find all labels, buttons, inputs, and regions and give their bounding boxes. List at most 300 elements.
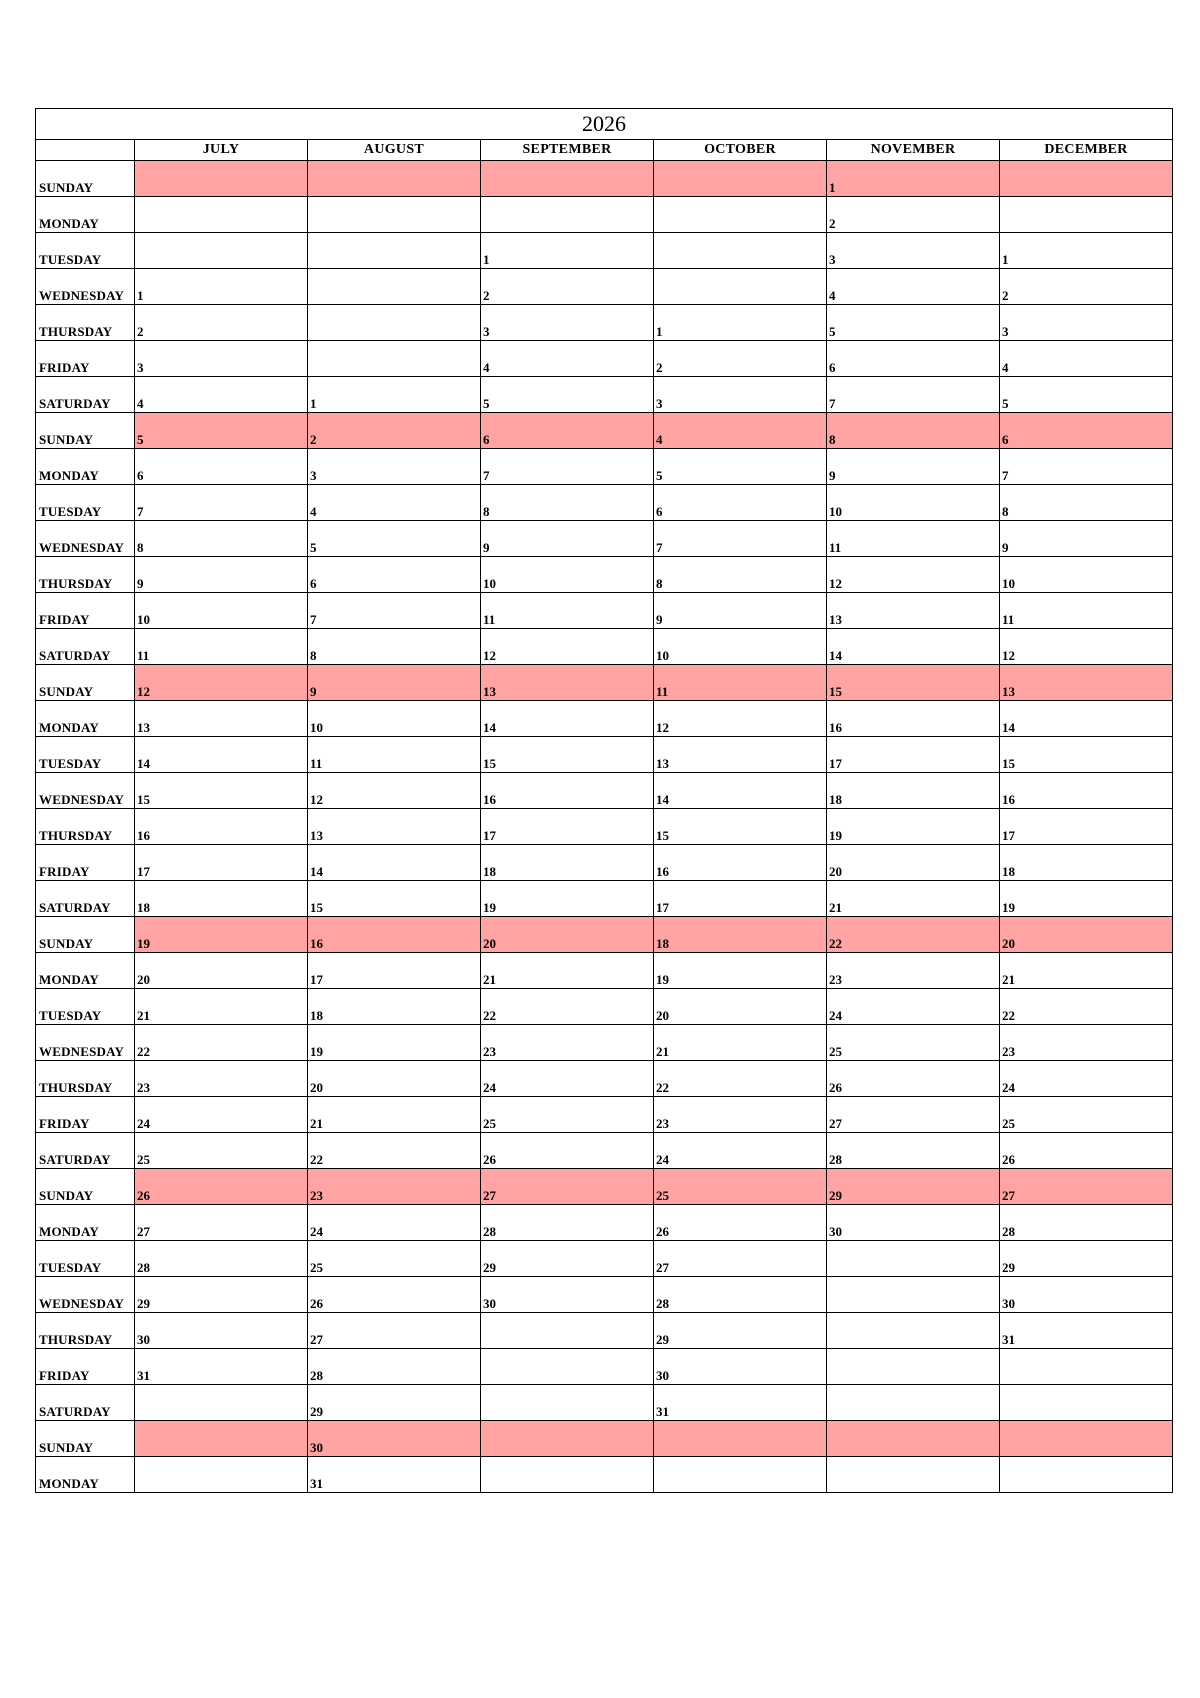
date-cell: 8	[827, 413, 1000, 449]
date-cell: 1	[1000, 233, 1173, 269]
date-cell: 10	[654, 629, 827, 665]
date-cell: 2	[308, 413, 481, 449]
date-cell: 17	[827, 737, 1000, 773]
weekday-label: WEDNESDAY	[36, 773, 135, 809]
date-cell	[308, 233, 481, 269]
date-cell: 6	[654, 485, 827, 521]
date-cell: 12	[827, 557, 1000, 593]
date-cell: 15	[1000, 737, 1173, 773]
date-cell: 15	[135, 773, 308, 809]
date-cell: 7	[827, 377, 1000, 413]
date-cell: 15	[827, 665, 1000, 701]
date-cell: 3	[1000, 305, 1173, 341]
date-cell: 28	[827, 1133, 1000, 1169]
date-cell	[481, 1385, 654, 1421]
date-cell	[308, 341, 481, 377]
weekday-label: SUNDAY	[36, 1169, 135, 1205]
date-cell: 16	[1000, 773, 1173, 809]
date-cell: 14	[1000, 701, 1173, 737]
date-cell: 23	[135, 1061, 308, 1097]
date-cell: 21	[308, 1097, 481, 1133]
date-cell: 11	[481, 593, 654, 629]
weekday-label: SUNDAY	[36, 413, 135, 449]
calendar-row	[36, 701, 1173, 737]
date-cell: 26	[135, 1169, 308, 1205]
date-cell: 13	[654, 737, 827, 773]
date-cell: 17	[481, 809, 654, 845]
date-cell: 8	[1000, 485, 1173, 521]
date-cell: 28	[308, 1349, 481, 1385]
date-cell: 9	[827, 449, 1000, 485]
date-cell: 8	[135, 521, 308, 557]
date-cell: 14	[654, 773, 827, 809]
calendar-row	[36, 1241, 1173, 1277]
month-header-july: JULY	[135, 140, 308, 161]
date-cell: 18	[135, 881, 308, 917]
calendar-row	[36, 845, 1173, 881]
calendar-row	[36, 1457, 1173, 1493]
date-cell: 14	[827, 629, 1000, 665]
date-cell	[1000, 1349, 1173, 1385]
date-cell	[827, 1457, 1000, 1493]
weekday-label: SUNDAY	[36, 917, 135, 953]
date-cell: 20	[135, 953, 308, 989]
date-cell: 9	[654, 593, 827, 629]
calendar-row	[36, 1061, 1173, 1097]
date-cell: 14	[308, 845, 481, 881]
date-cell: 4	[1000, 341, 1173, 377]
date-cell: 17	[654, 881, 827, 917]
calendar-row	[36, 197, 1173, 233]
month-header-december: DECEMBER	[1000, 140, 1173, 161]
weekday-label: MONDAY	[36, 953, 135, 989]
month-header-september: SEPTEMBER	[481, 140, 654, 161]
date-cell: 13	[481, 665, 654, 701]
weekday-label: SATURDAY	[36, 1385, 135, 1421]
date-cell: 10	[481, 557, 654, 593]
calendar-year-title: 2026	[36, 109, 1173, 140]
calendar-row	[36, 593, 1173, 629]
date-cell: 3	[654, 377, 827, 413]
calendar-row	[36, 1097, 1173, 1133]
date-cell: 26	[1000, 1133, 1173, 1169]
date-cell	[1000, 1421, 1173, 1457]
date-cell: 30	[481, 1277, 654, 1313]
calendar-table	[35, 108, 1173, 1493]
weekday-label: SUNDAY	[36, 1421, 135, 1457]
date-cell	[135, 233, 308, 269]
date-cell: 14	[135, 737, 308, 773]
date-cell: 2	[654, 341, 827, 377]
date-cell: 11	[1000, 593, 1173, 629]
date-cell: 25	[827, 1025, 1000, 1061]
date-cell	[481, 1349, 654, 1385]
date-cell	[1000, 1385, 1173, 1421]
date-cell: 20	[654, 989, 827, 1025]
date-cell: 11	[654, 665, 827, 701]
date-cell	[308, 305, 481, 341]
date-cell: 19	[654, 953, 827, 989]
date-cell: 24	[481, 1061, 654, 1097]
date-cell: 19	[308, 1025, 481, 1061]
weekday-label: TUESDAY	[36, 737, 135, 773]
date-cell: 12	[654, 701, 827, 737]
weekday-label: FRIDAY	[36, 341, 135, 377]
date-cell: 21	[481, 953, 654, 989]
calendar-row	[36, 917, 1173, 953]
date-cell: 9	[135, 557, 308, 593]
date-cell: 28	[135, 1241, 308, 1277]
date-cell	[308, 269, 481, 305]
date-cell: 5	[1000, 377, 1173, 413]
date-cell: 17	[135, 845, 308, 881]
date-cell: 19	[1000, 881, 1173, 917]
date-cell: 21	[654, 1025, 827, 1061]
weekday-label: FRIDAY	[36, 1097, 135, 1133]
weekday-label: SATURDAY	[36, 629, 135, 665]
date-cell	[654, 269, 827, 305]
date-cell: 6	[827, 341, 1000, 377]
date-cell: 10	[308, 701, 481, 737]
date-cell: 17	[308, 953, 481, 989]
calendar-row	[36, 557, 1173, 593]
calendar-row	[36, 1025, 1173, 1061]
date-cell: 20	[1000, 917, 1173, 953]
date-cell: 22	[308, 1133, 481, 1169]
weekday-label: WEDNESDAY	[36, 1025, 135, 1061]
weekday-label: THURSDAY	[36, 305, 135, 341]
date-cell: 6	[481, 413, 654, 449]
calendar-row	[36, 953, 1173, 989]
date-cell: 26	[827, 1061, 1000, 1097]
date-cell: 20	[827, 845, 1000, 881]
calendar-row	[36, 377, 1173, 413]
date-cell: 8	[308, 629, 481, 665]
date-cell: 2	[1000, 269, 1173, 305]
calendar-row	[36, 737, 1173, 773]
date-cell: 15	[654, 809, 827, 845]
date-cell: 20	[308, 1061, 481, 1097]
date-cell: 24	[827, 989, 1000, 1025]
date-cell: 27	[654, 1241, 827, 1277]
calendar-row	[36, 1385, 1173, 1421]
date-cell: 16	[654, 845, 827, 881]
date-cell: 13	[1000, 665, 1173, 701]
weekday-label: TUESDAY	[36, 1241, 135, 1277]
calendar-row	[36, 341, 1173, 377]
date-cell: 11	[827, 521, 1000, 557]
calendar-row	[36, 305, 1173, 341]
date-cell: 26	[308, 1277, 481, 1313]
calendar-row	[36, 161, 1173, 197]
date-cell: 3	[481, 305, 654, 341]
date-cell	[308, 197, 481, 233]
date-cell: 12	[1000, 629, 1173, 665]
date-cell: 16	[135, 809, 308, 845]
weekday-label: TUESDAY	[36, 989, 135, 1025]
date-cell: 14	[481, 701, 654, 737]
month-header-row	[36, 140, 1173, 161]
date-cell: 7	[481, 449, 654, 485]
month-header-october: OCTOBER	[654, 140, 827, 161]
date-cell: 27	[308, 1313, 481, 1349]
month-header-november: NOVEMBER	[827, 140, 1000, 161]
date-cell: 2	[481, 269, 654, 305]
weekday-label: MONDAY	[36, 1205, 135, 1241]
date-cell: 22	[481, 989, 654, 1025]
date-cell: 15	[308, 881, 481, 917]
date-cell: 23	[308, 1169, 481, 1205]
date-cell	[654, 161, 827, 197]
date-cell: 2	[135, 305, 308, 341]
date-cell: 18	[827, 773, 1000, 809]
date-cell: 12	[481, 629, 654, 665]
date-cell	[827, 1277, 1000, 1313]
weekday-label: MONDAY	[36, 1457, 135, 1493]
date-cell: 18	[481, 845, 654, 881]
date-cell: 2	[827, 197, 1000, 233]
calendar-row	[36, 1277, 1173, 1313]
date-cell	[1000, 197, 1173, 233]
date-cell: 30	[1000, 1277, 1173, 1313]
date-cell	[827, 1241, 1000, 1277]
date-cell: 18	[1000, 845, 1173, 881]
date-cell: 3	[827, 233, 1000, 269]
date-cell: 23	[654, 1097, 827, 1133]
date-cell: 6	[1000, 413, 1173, 449]
date-cell: 10	[827, 485, 1000, 521]
month-header-august: AUGUST	[308, 140, 481, 161]
date-cell: 28	[654, 1277, 827, 1313]
weekday-label: WEDNESDAY	[36, 1277, 135, 1313]
date-cell: 16	[308, 917, 481, 953]
date-cell: 4	[135, 377, 308, 413]
date-cell: 17	[1000, 809, 1173, 845]
date-cell: 18	[654, 917, 827, 953]
date-cell	[135, 1457, 308, 1493]
date-cell: 3	[135, 341, 308, 377]
date-cell: 21	[135, 989, 308, 1025]
weekday-label: TUESDAY	[36, 485, 135, 521]
weekday-label: SATURDAY	[36, 881, 135, 917]
date-cell: 27	[1000, 1169, 1173, 1205]
weekday-label: TUESDAY	[36, 233, 135, 269]
date-cell: 8	[654, 557, 827, 593]
weekday-label: THURSDAY	[36, 809, 135, 845]
calendar-row	[36, 989, 1173, 1025]
weekday-label: FRIDAY	[36, 845, 135, 881]
date-cell: 12	[135, 665, 308, 701]
date-cell: 13	[827, 593, 1000, 629]
date-cell: 23	[827, 953, 1000, 989]
date-cell: 1	[481, 233, 654, 269]
date-cell	[654, 197, 827, 233]
date-cell: 13	[135, 701, 308, 737]
date-cell: 28	[1000, 1205, 1173, 1241]
date-cell: 21	[1000, 953, 1173, 989]
date-cell: 25	[1000, 1097, 1173, 1133]
date-cell: 13	[308, 809, 481, 845]
calendar-row	[36, 233, 1173, 269]
weekday-label: MONDAY	[36, 449, 135, 485]
calendar-row	[36, 1205, 1173, 1241]
date-cell: 31	[308, 1457, 481, 1493]
calendar-row	[36, 773, 1173, 809]
date-cell: 4	[827, 269, 1000, 305]
weekday-label: SATURDAY	[36, 1133, 135, 1169]
date-cell: 5	[654, 449, 827, 485]
date-cell: 25	[654, 1169, 827, 1205]
date-cell	[481, 161, 654, 197]
date-cell: 30	[654, 1349, 827, 1385]
date-cell: 1	[654, 305, 827, 341]
date-cell: 4	[308, 485, 481, 521]
date-cell	[135, 1385, 308, 1421]
date-cell: 29	[1000, 1241, 1173, 1277]
date-cell: 6	[135, 449, 308, 485]
calendar-row	[36, 521, 1173, 557]
date-cell: 9	[481, 521, 654, 557]
date-cell: 10	[135, 593, 308, 629]
calendar-row	[36, 1169, 1173, 1205]
calendar-row	[36, 449, 1173, 485]
date-cell: 19	[135, 917, 308, 953]
date-cell: 3	[308, 449, 481, 485]
weekday-label: FRIDAY	[36, 593, 135, 629]
date-cell: 20	[481, 917, 654, 953]
date-cell: 31	[135, 1349, 308, 1385]
date-cell: 27	[481, 1169, 654, 1205]
date-cell: 27	[827, 1097, 1000, 1133]
date-cell: 9	[1000, 521, 1173, 557]
date-cell: 31	[654, 1385, 827, 1421]
date-cell: 23	[1000, 1025, 1173, 1061]
date-cell: 29	[135, 1277, 308, 1313]
calendar-row	[36, 1133, 1173, 1169]
date-cell: 22	[827, 917, 1000, 953]
date-cell	[827, 1421, 1000, 1457]
date-cell: 4	[654, 413, 827, 449]
date-cell: 22	[135, 1025, 308, 1061]
weekday-label: SATURDAY	[36, 377, 135, 413]
calendar-row	[36, 881, 1173, 917]
date-cell: 29	[308, 1385, 481, 1421]
date-cell	[827, 1313, 1000, 1349]
weekday-label: SUNDAY	[36, 161, 135, 197]
weekday-label: SUNDAY	[36, 665, 135, 701]
calendar-row	[36, 413, 1173, 449]
date-cell: 22	[1000, 989, 1173, 1025]
calendar-row	[36, 1313, 1173, 1349]
date-cell	[135, 197, 308, 233]
date-cell: 24	[654, 1133, 827, 1169]
date-cell	[308, 161, 481, 197]
date-cell	[1000, 1457, 1173, 1493]
weekday-label: MONDAY	[36, 701, 135, 737]
date-cell	[827, 1385, 1000, 1421]
date-cell: 16	[827, 701, 1000, 737]
date-cell	[481, 197, 654, 233]
weekday-label: THURSDAY	[36, 1313, 135, 1349]
weekday-label: THURSDAY	[36, 557, 135, 593]
date-cell: 23	[481, 1025, 654, 1061]
calendar-row	[36, 1349, 1173, 1385]
date-cell: 1	[308, 377, 481, 413]
date-cell: 5	[827, 305, 1000, 341]
weekday-label: MONDAY	[36, 197, 135, 233]
date-cell	[135, 161, 308, 197]
date-cell	[481, 1457, 654, 1493]
date-cell: 25	[481, 1097, 654, 1133]
date-cell: 19	[827, 809, 1000, 845]
date-cell: 7	[135, 485, 308, 521]
date-cell	[654, 233, 827, 269]
weekday-label: WEDNESDAY	[36, 521, 135, 557]
date-cell	[481, 1421, 654, 1457]
date-cell: 7	[654, 521, 827, 557]
date-cell: 16	[481, 773, 654, 809]
calendar-row	[36, 1421, 1173, 1457]
date-cell: 29	[654, 1313, 827, 1349]
weekday-label: WEDNESDAY	[36, 269, 135, 305]
date-cell: 1	[135, 269, 308, 305]
date-cell: 12	[308, 773, 481, 809]
date-cell: 31	[1000, 1313, 1173, 1349]
date-cell: 1	[827, 161, 1000, 197]
date-cell: 25	[308, 1241, 481, 1277]
date-cell: 11	[308, 737, 481, 773]
date-cell: 6	[308, 557, 481, 593]
date-cell: 26	[481, 1133, 654, 1169]
date-cell: 30	[827, 1205, 1000, 1241]
date-cell: 28	[481, 1205, 654, 1241]
year-row	[36, 109, 1173, 140]
date-cell: 9	[308, 665, 481, 701]
date-cell: 5	[308, 521, 481, 557]
date-cell: 27	[135, 1205, 308, 1241]
date-cell: 25	[135, 1133, 308, 1169]
calendar-row	[36, 269, 1173, 305]
date-cell: 11	[135, 629, 308, 665]
weekday-label: FRIDAY	[36, 1349, 135, 1385]
date-cell	[1000, 161, 1173, 197]
weekday-label: THURSDAY	[36, 1061, 135, 1097]
date-cell: 10	[1000, 557, 1173, 593]
date-cell: 24	[135, 1097, 308, 1133]
date-cell	[654, 1421, 827, 1457]
date-cell: 21	[827, 881, 1000, 917]
date-cell: 7	[1000, 449, 1173, 485]
date-cell: 19	[481, 881, 654, 917]
date-cell: 29	[481, 1241, 654, 1277]
date-cell: 22	[654, 1061, 827, 1097]
calendar-row	[36, 665, 1173, 701]
date-cell: 30	[308, 1421, 481, 1457]
calendar-row	[36, 809, 1173, 845]
date-cell	[827, 1349, 1000, 1385]
date-cell	[135, 1421, 308, 1457]
calendar-row	[36, 485, 1173, 521]
date-cell: 5	[135, 413, 308, 449]
date-cell: 8	[481, 485, 654, 521]
date-cell: 4	[481, 341, 654, 377]
date-cell: 26	[654, 1205, 827, 1241]
date-cell: 7	[308, 593, 481, 629]
date-cell: 15	[481, 737, 654, 773]
date-cell: 24	[308, 1205, 481, 1241]
date-cell: 18	[308, 989, 481, 1025]
corner-cell	[36, 140, 135, 161]
